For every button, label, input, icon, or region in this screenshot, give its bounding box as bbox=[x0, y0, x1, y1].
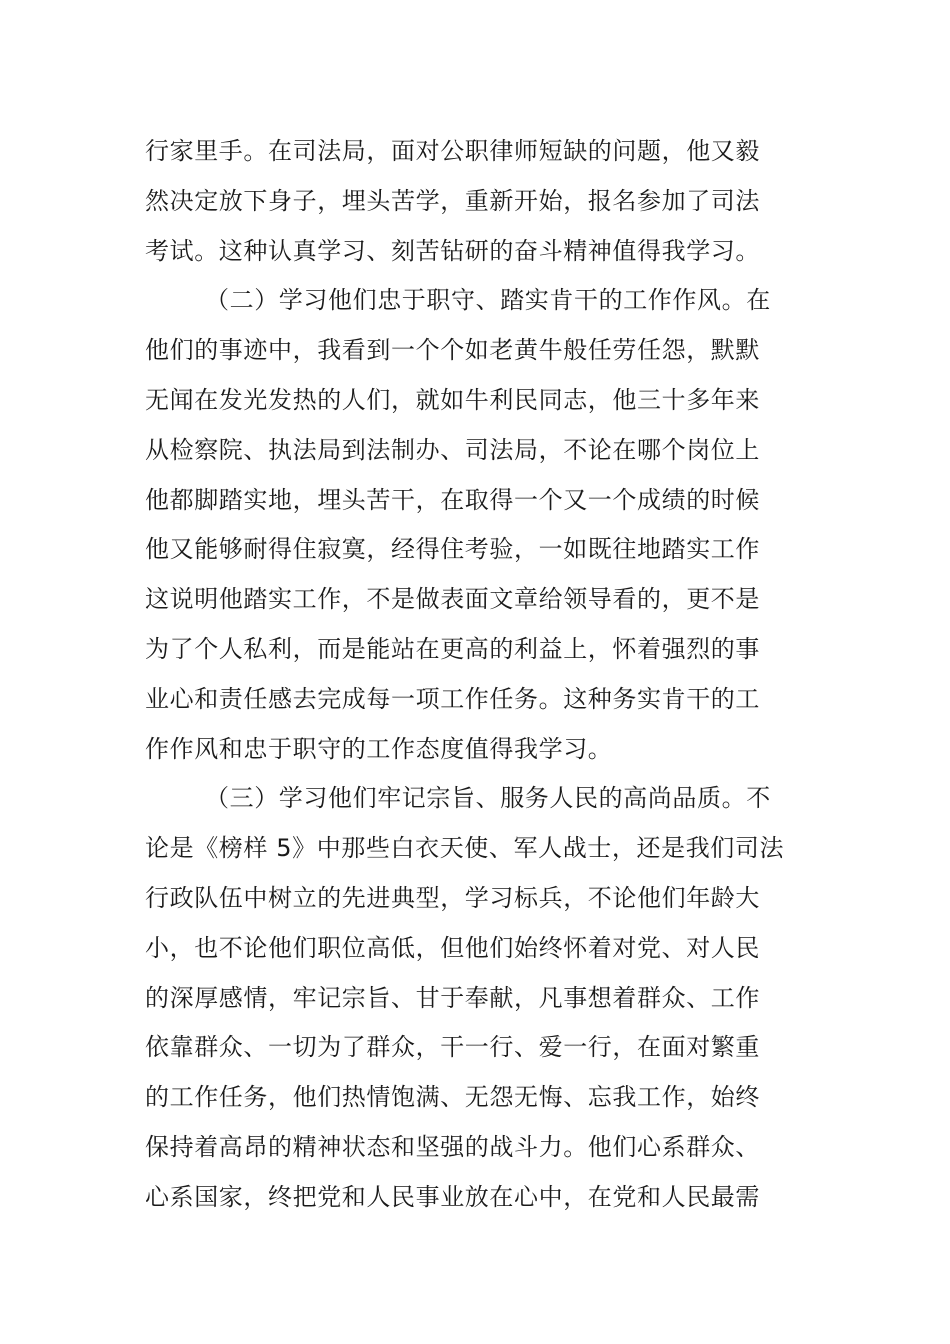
text-line: 的工作任务，他们热情饱满、无怨无悔、忘我工作，始终 bbox=[145, 1083, 760, 1112]
text-line: 这说明他踏实工作，不是做表面文章给领导看的，更不是 bbox=[145, 585, 760, 614]
text-line: 他又能够耐得住寂寞，经得住考验，一如既往地踏实工作 bbox=[145, 535, 760, 564]
text-line: 他都脚踏实地，埋头苦干，在取得一个又一个成绩的时候 bbox=[145, 485, 760, 514]
text-line: 考试。这种认真学习、刻苦钻研的奋斗精神值得我学习。 bbox=[145, 236, 760, 265]
section-heading-line: （三）学习他们牢记宗旨、服务人民的高尚品质。不 bbox=[205, 784, 771, 813]
text-line: 为了个人私利，而是能站在更高的利益上，怀着强烈的事 bbox=[145, 634, 760, 663]
text-line: 无闻在发光发热的人们，就如牛利民同志，他三十多年来 bbox=[145, 385, 760, 414]
text-line: 从检察院、执法局到法制办、司法局，不论在哪个岗位上 bbox=[145, 435, 760, 464]
text-line: 行家里手。在司法局，面对公职律师短缺的问题，他又毅 bbox=[145, 137, 760, 165]
body-text bbox=[145, 127, 810, 1223]
text-line: 论是《榜样 5》中那些白衣天使、军人战士，还是我们司法 bbox=[145, 834, 785, 863]
text-line: 依靠群众、一切为了群众，干一行、爱一行，在面对繁重 bbox=[145, 1033, 760, 1062]
text-line: 他们的事迹中，我看到一个个如老黄牛般任劳任怨，默默 bbox=[145, 336, 760, 365]
text-line: 业心和责任感去完成每一项工作任务。这种务实肯干的工 bbox=[145, 684, 760, 713]
text-line: 作作风和忠于职守的工作态度值得我学习。 bbox=[145, 734, 613, 763]
text-line: 心系国家，终把党和人民事业放在心中，在党和人民最需 bbox=[145, 1182, 760, 1211]
text-line: 的深厚感情，牢记宗旨、甘于奉献，凡事想着群众、工作 bbox=[145, 983, 760, 1012]
text-line: 小，也不论他们职位高低，但他们始终怀着对党、对人民 bbox=[145, 933, 760, 962]
text-line: 行政队伍中树立的先进典型，学习标兵，不论他们年龄大 bbox=[145, 883, 760, 912]
text-line: 保持着高昂的精神状态和坚强的战斗力。他们心系群众、 bbox=[145, 1132, 760, 1161]
section-heading-line: （二）学习他们忠于职守、踏实肯干的工作作风。在 bbox=[205, 286, 771, 315]
text-line: 然决定放下身子，埋头苦学，重新开始，报名参加了司法 bbox=[145, 186, 760, 215]
